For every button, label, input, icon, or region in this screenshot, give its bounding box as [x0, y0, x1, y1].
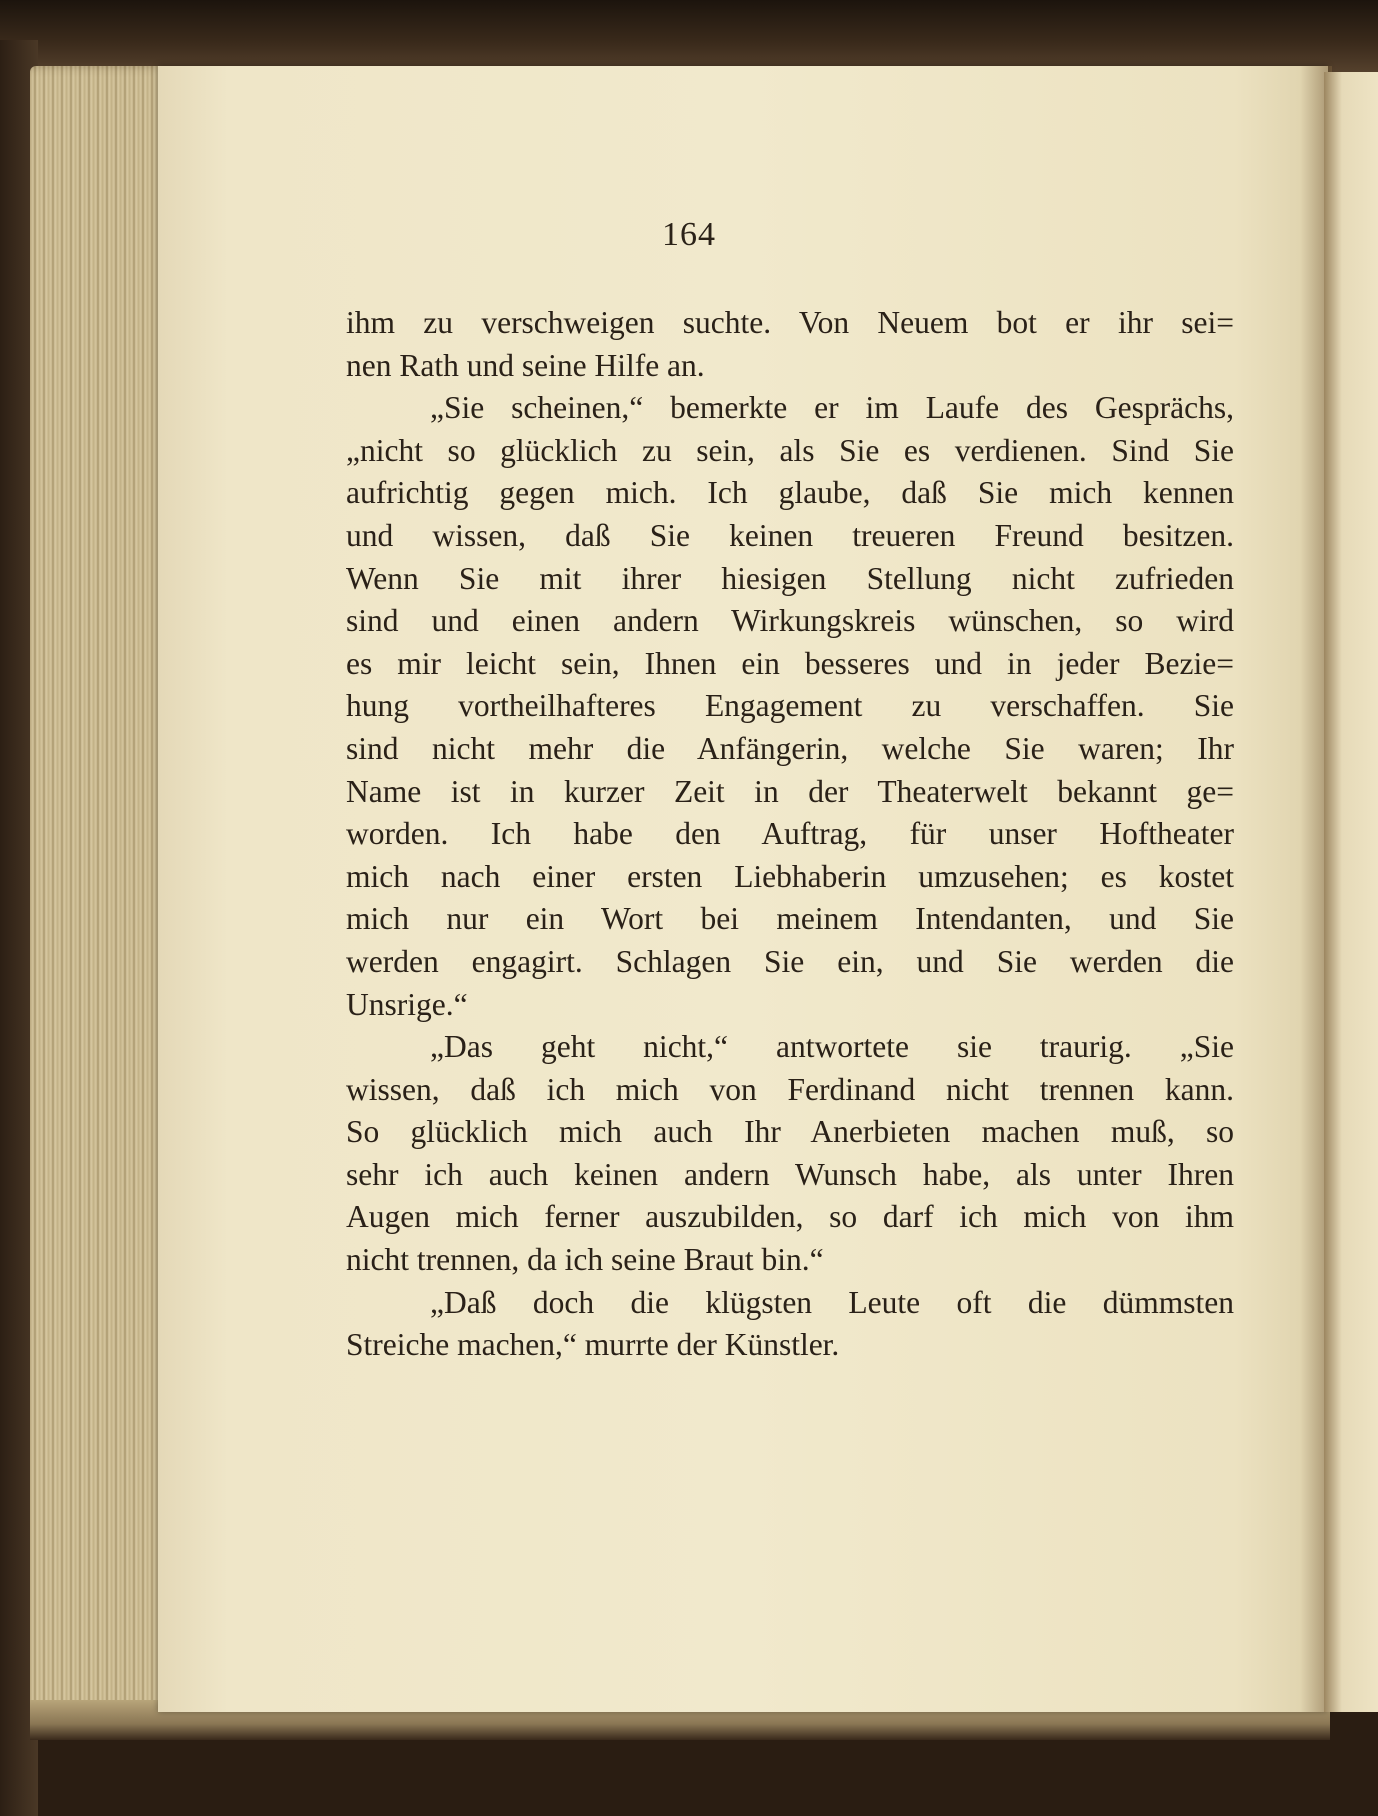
text-line: mich nach einer ersten Liebhaberin umzusehen; es kostet [346, 858, 1234, 894]
text-line: „nicht so glücklich zu sein, als Sie es verdienen. Sind Sie [346, 432, 1234, 468]
page-stack-edge [30, 66, 170, 1716]
text-line: es mir leicht sein, Ihnen ein besseres und in jeder Bezie= [346, 645, 1234, 681]
text-line: sind und einen andern Wirkungskreis wünschen, so wird [346, 603, 1234, 639]
facing-page-edge [1324, 72, 1378, 1712]
text-line: ihm zu verschweigen suchte. Von Neuem bot er ihr sei= [346, 305, 1234, 340]
text-line: nicht trennen, da ich seine Braut bin.“ [346, 1242, 824, 1278]
page-number: 164 [662, 216, 716, 253]
text-line: Name ist in kurzer Zeit in der Theaterwelt bekannt ge= [346, 773, 1234, 809]
text-line: und wissen, daß Sie keinen treueren Freund besitzen. [346, 517, 1234, 553]
text-line: „Das geht nicht,“ antwortete sie traurig. „Sie [430, 1029, 1234, 1065]
text-line: „Sie scheinen,“ bemerkte er im Laufe des Gesprächs, [430, 390, 1234, 426]
text-line: werden engagirt. Schlagen Sie ein, und Sie werden die [346, 943, 1234, 979]
text-line: wissen, daß ich mich von Ferdinand nicht trennen kann. [346, 1071, 1234, 1107]
text-line: nen Rath und seine Hilfe an. [346, 347, 705, 383]
text-line: Augen mich ferner auszubilden, so darf ich mich von ihm [346, 1199, 1234, 1235]
text-line: So glücklich mich auch Ihr Anerbieten machen muß, so [346, 1114, 1234, 1150]
text-line: Unsrige.“ [346, 986, 468, 1022]
text-line: Streiche machen,“ murrte der Künstler. [346, 1327, 840, 1363]
text-line: hung vortheilhafteres Engagement zu verschaffen. Sie [346, 688, 1234, 724]
text-line: sind nicht mehr die Anfängerin, welche Sie waren; Ihr [346, 730, 1234, 766]
text-line: worden. Ich habe den Auftrag, für unser Hoftheater [346, 816, 1234, 852]
text-line: sehr ich auch keinen andern Wunsch habe, als unter Ihren [346, 1156, 1234, 1192]
text-line: aufrichtig gegen mich. Ich glaube, daß Sie mich kennen [346, 475, 1234, 511]
text-line: „Daß doch die klügsten Leute oft die dümmsten [430, 1284, 1234, 1320]
text-line: mich nur ein Wort bei meinem Intendanten, und Sie [346, 901, 1234, 937]
text-line: Wenn Sie mit ihrer hiesigen Stellung nicht zufrieden [346, 560, 1234, 596]
body-text [346, 302, 1234, 1367]
